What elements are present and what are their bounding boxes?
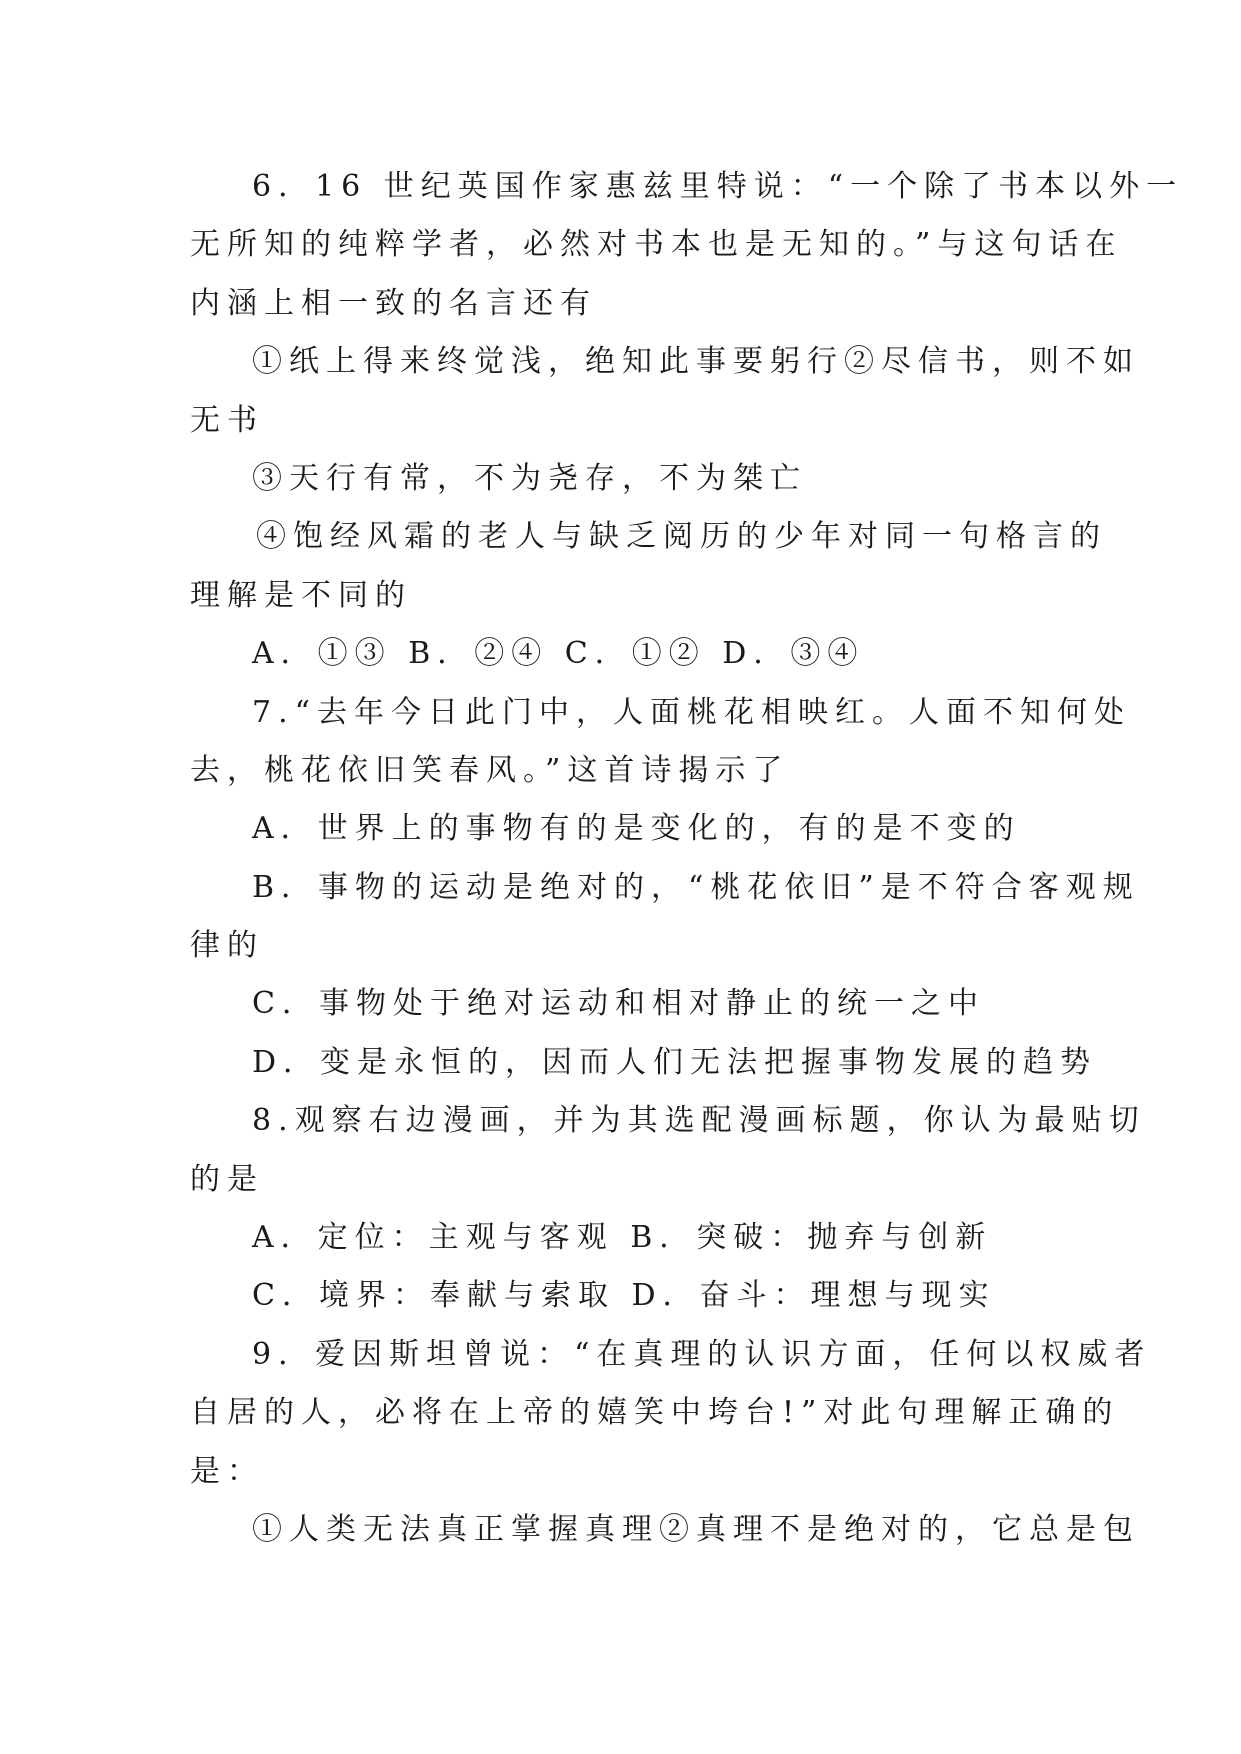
q6-item-1-2: ①纸上得来终觉浅，绝知此事要躬行②尽信书，则不如: [252, 344, 1140, 380]
q7-line-1: 7.“去年今日此门中，人面桃花相映红。人面不知何处: [252, 694, 1131, 730]
q6-item-2-cont: 无书: [190, 402, 264, 438]
q6-line-2: 无所知的纯粹学者，必然对书本也是无知的。”与这句话在: [190, 227, 1123, 263]
q7-option-a: A．世界上的事物有的是变化的，有的是不变的: [252, 811, 1021, 847]
q8-options-cd: C．境界：奉献与索取 D．奋斗：理想与现实: [252, 1278, 996, 1314]
q7-line-2: 去，桃花依旧笑春风。”这首诗揭示了: [190, 752, 790, 788]
q8-line-2: 的是: [190, 1161, 264, 1197]
q6-item-3: ③天行有常，不为尧存，不为桀亡: [252, 460, 807, 496]
q6-line-1: 6．16 世纪英国作家惠兹里特说：“一个除了书本以外一: [252, 169, 1184, 204]
q7-option-d: D．变是永恒的，因而人们无法把握事物发展的趋势: [252, 1044, 1098, 1080]
q9-item-1-2: ①人类无法真正掌握真理②真理不是绝对的，它总是包: [252, 1511, 1140, 1547]
q7-option-b-cont: 律的: [190, 928, 264, 964]
q9-line-2: 自居的人，必将在上帝的嬉笑中垮台!”对此句理解正确的: [190, 1395, 1120, 1431]
document-body: [190, 158, 1184, 1559]
q9-line-1: 9．爱因斯坦曾说：“在真理的认识方面，任何以权威者: [252, 1336, 1152, 1372]
q7-option-b: B．事物的运动是绝对的，“桃花依旧”是不符合客观规: [252, 869, 1140, 905]
q9-line-3: 是：: [190, 1453, 264, 1489]
q6-options: A．①③ B．②④ C．①② D．③④: [252, 636, 865, 672]
q7-option-c: C．事物处于绝对运动和相对静止的统一之中: [252, 986, 985, 1022]
q8-options-ab: A．定位：主观与客观 B．突破：抛弃与创新: [252, 1220, 993, 1256]
q6-line-3: 内涵上相一致的名言还有: [190, 285, 597, 321]
q8-line-1: 8.观察右边漫画，并为其选配漫画标题，你认为最贴切: [252, 1103, 1146, 1139]
q6-item-4: ④饱经风霜的老人与缺乏阅历的少年对同一句格言的: [256, 519, 1107, 555]
q6-item-4-cont: 理解是不同的: [190, 577, 412, 613]
